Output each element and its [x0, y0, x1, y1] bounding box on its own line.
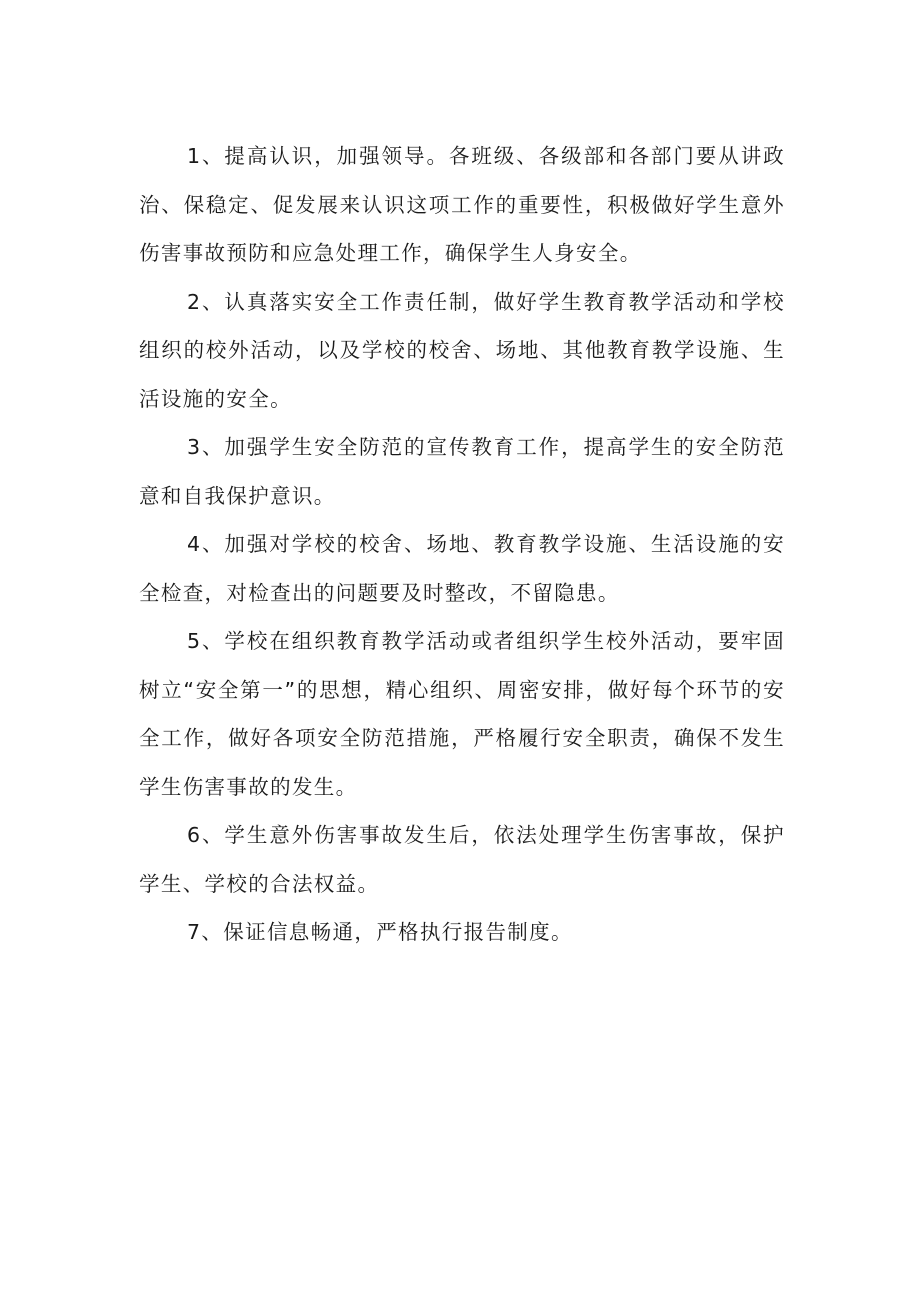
- paragraph-2: 2、认真落实安全工作责任制，做好学生教育教学活动和学校组织的校外活动，以及学校的校舍、场地、其他教育教学设施、生活设施的安全。: [139, 289, 785, 411]
- paragraph-3: 3、加强学生安全防范的宣传教育工作，提高学生的安全防范意和自我保护意识。: [139, 435, 785, 508]
- paragraph-1: 1、提高认识，加强领导。各班级、各级部和各部门要从讲政治、保稳定、促发展来认识这项工作的重要性，积极做好学生意外伤害事故预防和应急处理工作，确保学生人身安全。: [139, 144, 785, 265]
- paragraph-7: 7、保证信息畅通，严格执行报告制度。: [187, 920, 573, 944]
- document-body: [139, 132, 785, 957]
- paragraph-6: 6、学生意外伤害事故发生后，依法处理学生伤害事故，保护学生、学校的合法权益。: [139, 823, 785, 896]
- paragraph-4: 4、加强对学校的校舍、场地、教育教学设施、生活设施的安全检查，对检查出的问题要及时整改，不留隐患。: [139, 532, 785, 605]
- paragraph-5: 5、学校在组织教育教学活动或者组织学生校外活动，要牢固树立“安全第一”的思想，精心组织、周密安排，做好每个环节的安全工作，做好各项安全防范措施，严格履行安全职责，确保不发生学生伤害事故的发生。: [139, 629, 785, 799]
